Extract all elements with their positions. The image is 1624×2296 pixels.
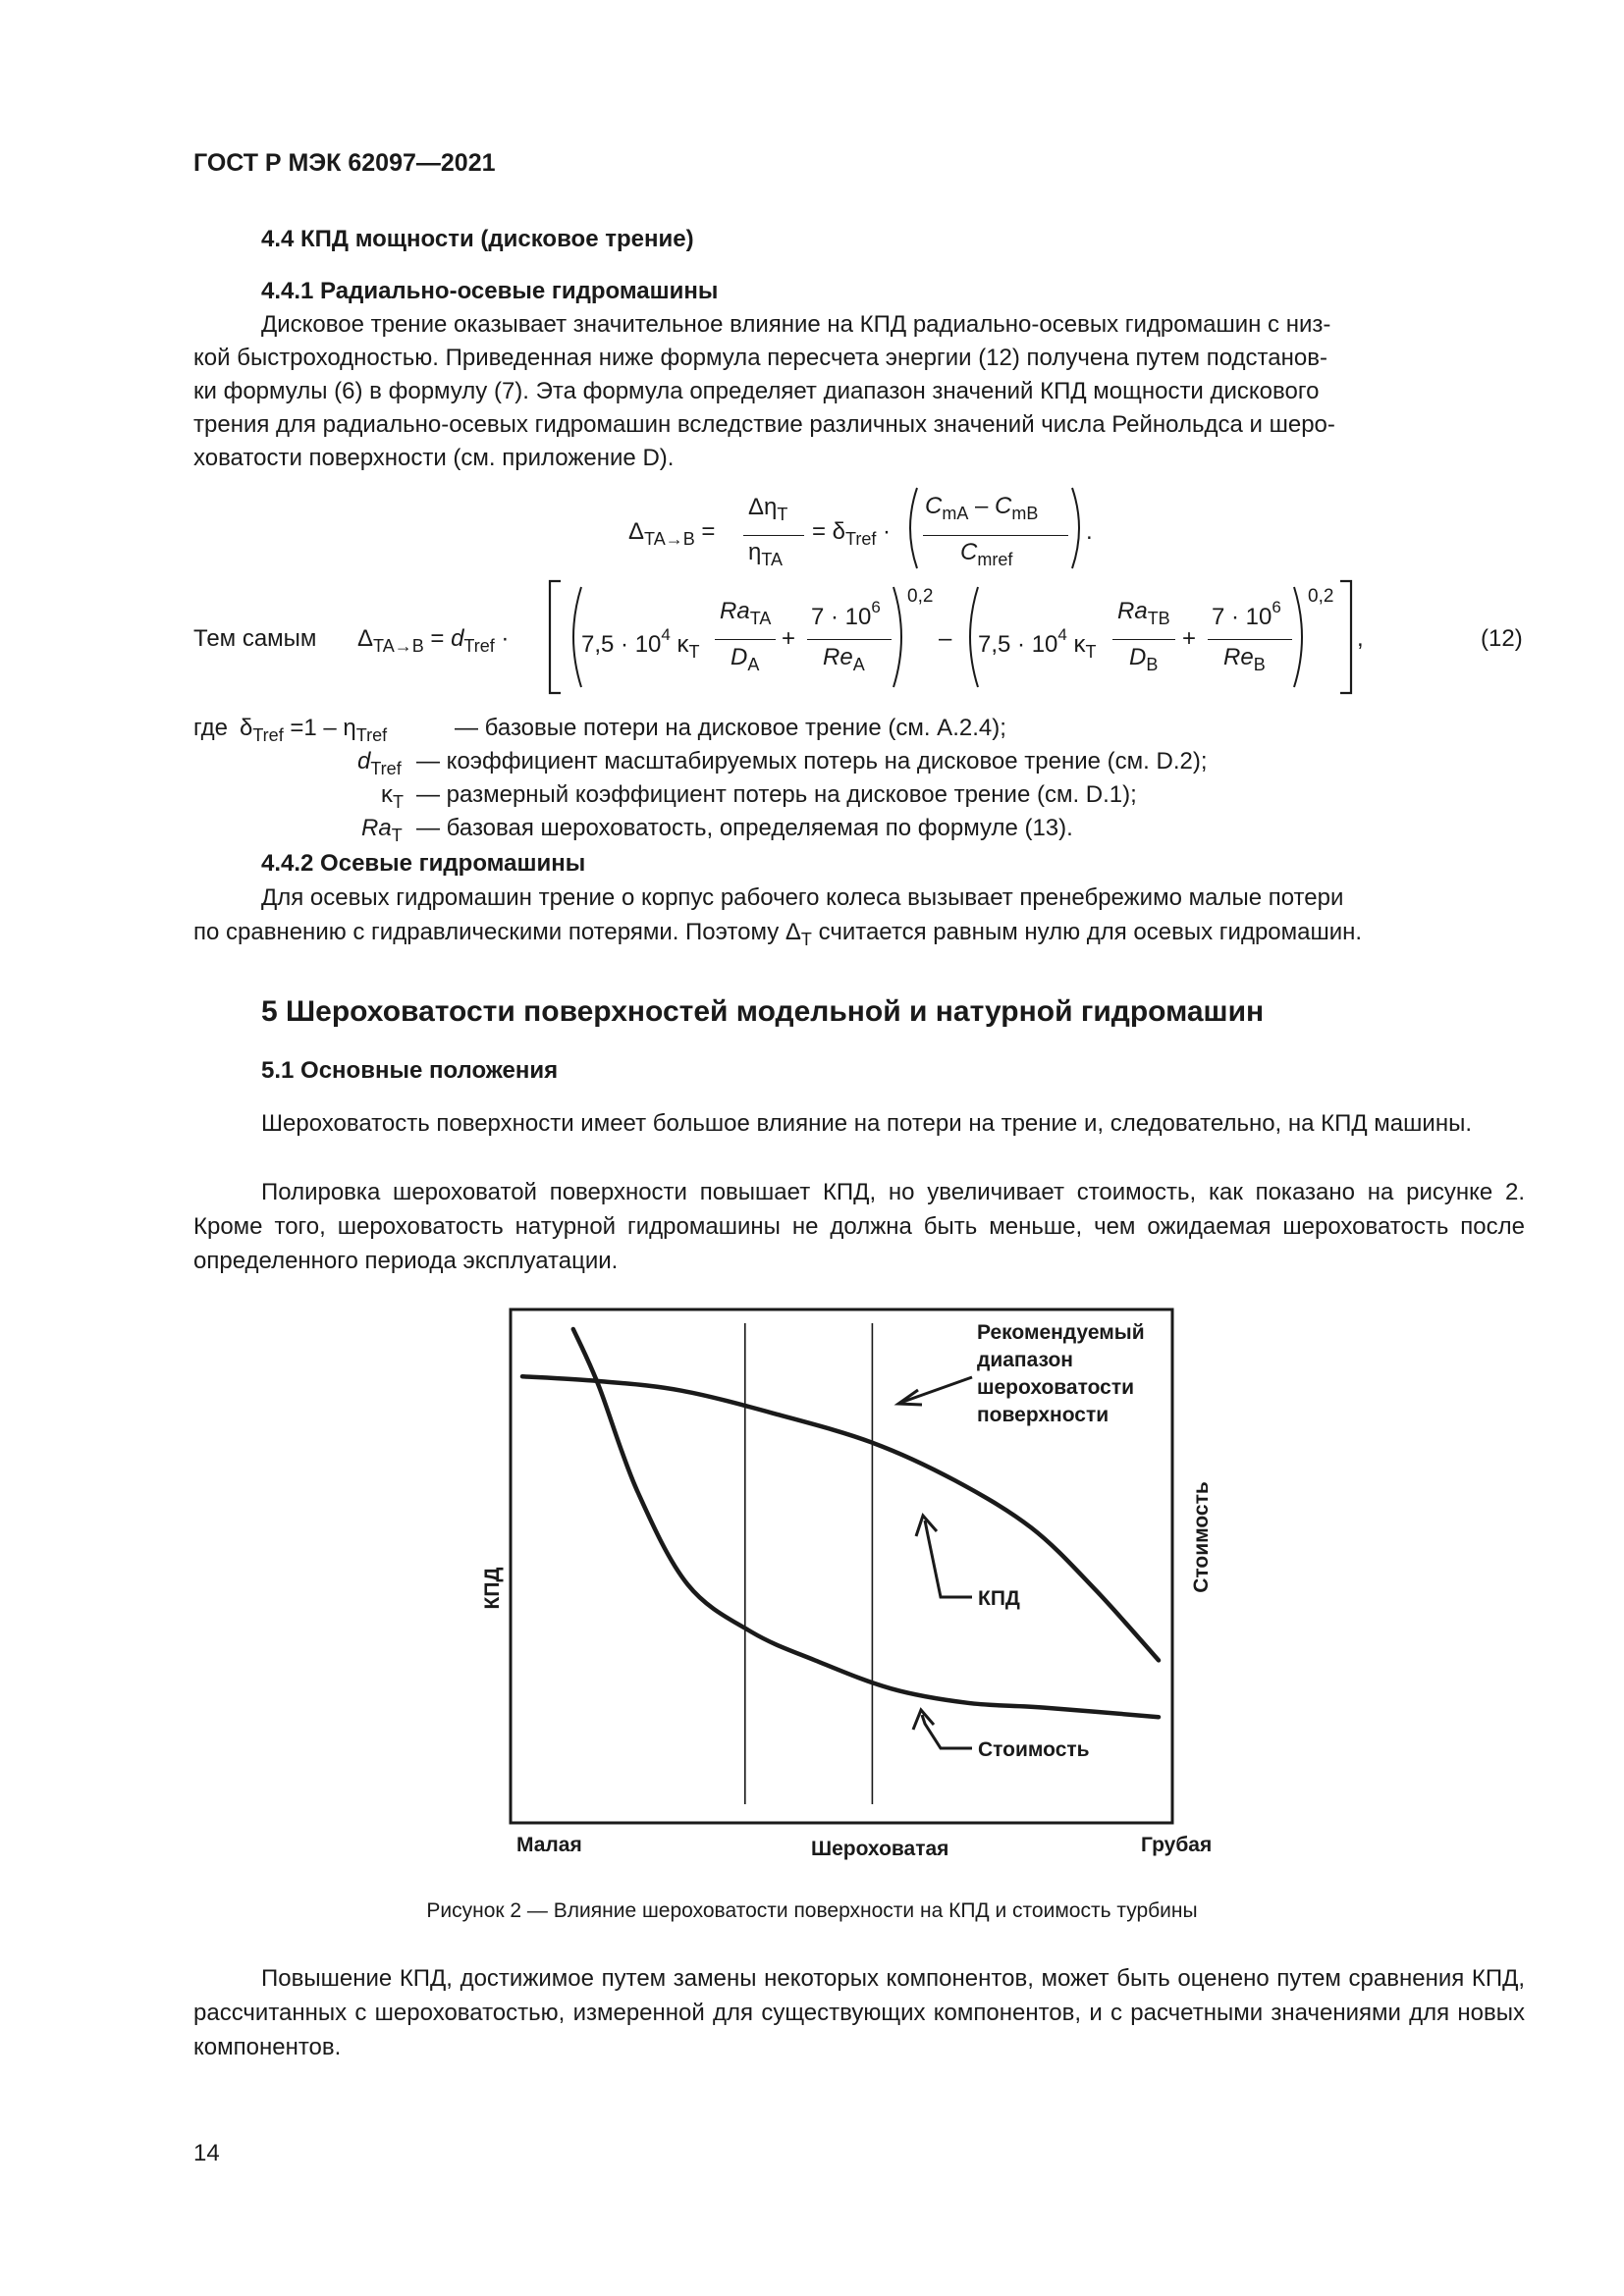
recommended-range-label xyxy=(977,1321,1145,1426)
range-arrow xyxy=(898,1377,972,1405)
y-axis-right-label: Стоимость xyxy=(1190,1481,1213,1593)
formula-intro: Тем самым xyxy=(193,625,317,652)
x-tick-label: Малая xyxy=(516,1834,582,1856)
svg-text:поверхности: поверхности xyxy=(977,1404,1110,1426)
text-line: ховатости поверхности (см. приложение D). xyxy=(193,445,675,471)
where-symbol: $d_{Tref}$ xyxy=(357,748,402,778)
subsection-heading: 4.4.2 Осевые гидромашины xyxy=(261,850,586,877)
cost-annotation: Стоимость xyxy=(978,1738,1090,1761)
text-line: кой быстроходностью. Приведенная ниже формула пересчета энергии (12) получена путем подстанов- xyxy=(193,345,1327,371)
where-text: — базовая шероховатость, определяемая по формуле (13). xyxy=(416,815,1073,841)
paragraph: Шероховатость поверхности имеет большое влияние на потери на трение и, следовательно, на КПД машины. xyxy=(261,1110,1472,1137)
svg-text:шероховатости: шероховатости xyxy=(977,1376,1135,1399)
where-text: — базовые потери на дисковое трение (см. А.2.4); xyxy=(455,715,1006,741)
formula-number: (12) xyxy=(1481,625,1523,652)
document-header: ГОСТ Р МЭК 62097—2021 xyxy=(193,149,496,177)
where-prefix: где xyxy=(193,715,229,741)
subsection-heading: 4.4.1 Радиально-осевые гидромашины xyxy=(261,278,719,304)
section-heading: 5 Шероховатости поверхностей модельной и натурной гидромашин xyxy=(261,995,1265,1028)
section-heading: 4.4 КПД мощности (дисковое трение) xyxy=(261,226,694,252)
text-line: по сравнению с гидравлическими потерями. Поэтому $\Delta_T$ считается равным нулю для осевых гидромашин. xyxy=(193,919,1363,949)
where-text: — коэффициент масштабируемых потерь на дисковое трение (см. D.2); xyxy=(416,748,1208,774)
svg-text:Рекомендуемый: Рекомендуемый xyxy=(977,1321,1145,1344)
where-symbol: $\delta_{Tref} =1 - \eta_{Tref}$ xyxy=(240,715,388,745)
closing-paragraph: Повышение КПД, достижимое путем замены некоторых компонентов, может быть оценено путем сравнения КПД, рассчитанных с шероховатостью, измеренной для существующих компонентов, и с расчетными значениями для новых компонентов. xyxy=(193,1965,1525,2060)
paragraph-disk-friction xyxy=(193,308,1335,475)
figure-caption: Рисунок 2 — Влияние шероховатости поверхности на КПД и стоимость турбины xyxy=(426,1899,1198,1922)
text-line: Дисковое трение оказывает значительное влияние на КПД радиально-осевых гидромашин с низ- xyxy=(261,311,1331,338)
x-tick-label: Шероховатая xyxy=(811,1838,949,1860)
paragraph: Полировка шероховатой поверхности повышает КПД, но увеличивает стоимость, как показано на рисунке 2. Кроме того, шероховатость натурной гидромашины не должна быть меньше, чем ожидаемая шероховатость после определенного периода эксплуатации. xyxy=(193,1179,1525,1274)
where-text: — размерный коэффициент потерь на дисковое трение (см. D.1); xyxy=(416,781,1137,808)
text-line: трения для радиально-осевых гидромашин вследствие различных значений числа Рейнольдса и шеро- xyxy=(193,411,1335,438)
y-axis-left-label: КПД xyxy=(481,1567,504,1610)
page-number: 14 xyxy=(193,2140,220,2166)
where-symbol: $Ra_T$ xyxy=(361,815,403,845)
figure-chart xyxy=(461,1294,1247,1863)
subsection-heading: 5.1 Основные положения xyxy=(261,1057,559,1084)
efficiency-arrow xyxy=(916,1516,972,1597)
where-symbol: $\kappa_T$ xyxy=(381,781,404,812)
text-line: Для осевых гидромашин трение о корпус рабочего колеса вызывает пренебрежимо малые потери xyxy=(261,884,1344,911)
svg-text:диапазон: диапазон xyxy=(977,1349,1073,1371)
text-line: ки формулы (6) в формулу (7). Эта формула определяет диапазон значений КПД мощности дискового xyxy=(193,378,1320,404)
x-tick-label: Грубая xyxy=(1141,1834,1213,1856)
cost-arrow xyxy=(913,1710,972,1748)
efficiency-annotation: КПД xyxy=(978,1587,1020,1610)
